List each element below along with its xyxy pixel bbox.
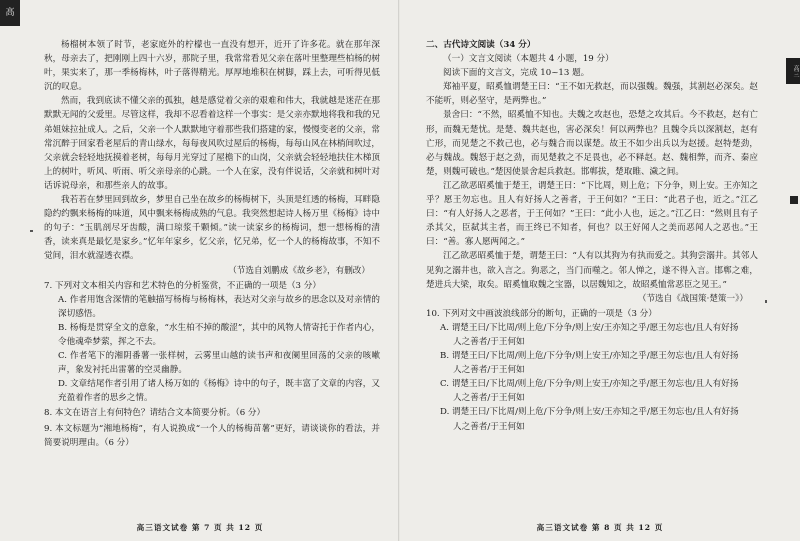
classical-paragraph-1: 郑袖平夏，昭奚恤谓楚王曰：“王不如无救赵，而以强魏。魏强，其割赵必深矣。赵不能听，则必坚守，是两弊也。”	[426, 82, 758, 107]
passage-paragraph-3: 我若若在梦里回到故乡，梦里自己坐在故乡的杨梅树下，头顶是红透的杨梅，耳畔隐隐约约飘来杨梅的味道，风中飘来杨梅成熟的气息。我突然想起诗人杨万里《杨梅》诗中的句子：“玉肌剖尽牙齿酸，满口琼浆千颗倾。”读一读家乡的杨梅词，想一想杨梅的清香，读来真是最忆是家乡。”忆年年家乡，忆父亲，忆兄弟，忆一个人的杨梅故事，不知不觉间，泪水就湿透衣襟。	[44, 195, 380, 262]
classical-paragraph-3: 江乙欲恶昭奚恤于楚王，谓楚王曰：“下比周，则上危；下分争，则上安。王亦知之乎？愿王勿忘也。且人有好扬人之善者，于王何如？”王曰：“此君子也，近之。”江乙曰：“有人好扬人之恶者，于王何如？”王曰：“此小人也，远之。”江乙曰：“然则且有子杀其父，臣弑其主者，而王终已不知者，何也？以王好闻人之美而恶闻人之恶也。”王曰：“善。寡人愿两闻之。”	[426, 180, 758, 248]
edge-mark	[790, 196, 798, 204]
question-10-stem: 10. 下列对文中画波浪线部分的断句，正确的一项是（3 分）	[426, 308, 657, 319]
passage-paragraph-1: 杨榴树本领了时节，老家庭外的柠檬也一直没有想开，近开了许多花。就在那年深秋，母亲去了，把刚刚上四十六岁，那院子里，我常常看见父亲在落叶里整理些柏杨的树叶，果实来了，那一季杨梅林，叶子落得精光。厚厚地堆积在树脚，踩上去，可听得见低沉的叹息。	[44, 40, 380, 93]
question-10-option-a: A. 谓楚王曰/下比周/则上危/下分争/则上安/王亦知之乎/愿王勿忘也/且人有好扬	[440, 322, 739, 333]
scan-speck	[765, 300, 767, 303]
question-10-option-d: D. 谓楚王曰/下比周/则上危/下分争/则上安/王亦知之乎/愿王勿忘也/且人有好扬	[440, 407, 739, 418]
question-7-option-b: B. 杨梅是贯穿全文的意象，“水生柏不掉的酸涩”，其中的风物人情寄托于作者内心，令他魂牵梦萦，挥之不去。	[58, 322, 380, 347]
passage-paragraph-2: 然而，我到底读不懂父亲的孤独，越是感觉着父亲的艰难和伟大，我就越是迷茫在那默默无闻的父爱里。尽管这样，我却不忍看着这样一个事实：是父亲亦默地将我和我的兄弟姐妹拉扯成人。之后，父亲一个人默默地守着那些我们搭建的家，慢慢变老的父亲，常常沉醉于回家看老屋后的青山绿水，每每夜风吹过屋后的杨梅，每每山风在林梢间吹过，父亲就会轻轻地抚摸着老树，每每月光穿过了屋檐下的山岗，父亲就会轻轻地扶住木梯顶上的树叶，听风、听雨、听父亲母亲的心跳。一个人在家，没有伴说话，父亲就和树叶对话诉说母亲，和那些亲人的故事。	[44, 96, 380, 191]
question-10-option-b-cont: 人之善者/于王何如	[453, 365, 525, 376]
question-10-option-c-cont: 人之善者/于王何如	[453, 393, 525, 404]
question-10-option-b: B. 谓楚王曰/下比周/则上危/下分争/则上安王/亦知之乎/愿王勿忘也/且人有好扬	[440, 351, 739, 362]
right-page	[400, 0, 800, 541]
reading-passage	[44, 38, 380, 450]
scan-speck	[30, 230, 33, 232]
classical-source: （节选自《战国策·楚策一》）	[637, 293, 748, 304]
question-7-stem: 7. 下列对文本相关内容和艺术特色的分析鉴赏，不正确的一项是（3 分）	[44, 280, 321, 291]
classical-reading	[426, 38, 758, 434]
corner-marker: 高	[0, 0, 20, 26]
left-page-footer: 高三语文试卷 第 7 页 共 12 页	[136, 523, 264, 532]
question-10-option-d-cont: 人之善者/于王何如	[453, 421, 525, 432]
question-7-option-a: A. 作者用饱含深情的笔触描写杨梅与杨梅林，表达对父亲与故乡的思念以及对亲情的深切感悟。	[58, 294, 380, 319]
classical-paragraph-2: 景舍曰：“不然，昭奚恤不知也。夫魏之攻赵也，恐楚之攻其后。今不救赵，赵有亡形，而魏无楚忧。是楚、魏共赵也，害必深矣！何以两弊也？且魏令兵以深割赵，赵有亡形，而见楚之不救己也，必与魏合而以谋楚。故王不如少出兵以为赵援。赵特楚劲，必与魏战。魏怒于赵之劲，而见楚救之不足畏也，必不释赵。赵、魏相弊，而齐、秦应楚，则魏可破也。”楚因使景舍起兵救赵。邯郸拔，楚取睢、濊之间。	[426, 110, 758, 177]
passage-source: （节选自刘鹏成《故乡老》，有删改）	[228, 265, 370, 276]
question-10-option-c: C. 谓楚王曰/下比周/则上危/下分争/则上安王/亦知之乎/愿王勿忘也/且人有好扬	[440, 379, 739, 390]
question-9: 9. 本文标题为“湘地杨梅”，有人说换成“一个人的杨梅苗薯”更好，请谈谈你的看法，并简要说明理由。（6 分）	[44, 423, 380, 448]
question-7-option-d: D. 文章结尾作者引用了诸人杨万如的《杨梅》诗中的句子，既丰富了文章的内容，又充盈着作者的思乡之情。	[58, 379, 380, 404]
reading-instruction: 阅读下面的文言文，完成 10~13 题。	[443, 68, 590, 79]
right-page-footer: 高三语文试卷 第 8 页 共 12 页	[536, 523, 664, 532]
classical-paragraph-4: 江乙欲恶昭奚恤于楚，谓楚王曰：“人有以其狗为有执而爱之。其狗尝溺井。其邻人见狗之溺井也，欲入言之。狗恶之，当门而噬之。邻人惮之，遂不得入言。邯郸之难，楚进兵大梁，取矣。昭奚恤取魏之宝器，以居魏知之，故昭奚恤常恶臣之见王。”	[426, 251, 758, 290]
section-heading: 二、古代诗文阅读（34 分）	[426, 40, 536, 50]
side-tab: 高三	[786, 58, 800, 84]
question-10-option-a-cont: 人之善者/于王何如	[453, 336, 525, 347]
question-8: 8. 本文在语言上有何特色？请结合文本简要分析。（6 分）	[44, 408, 266, 419]
question-7-option-c: C. 作者笔下的湘阴番薯一张样树，云雾里山越的读书声和夜阑里回荡的父亲的咳嗽声，象发衬托出雷薯的空灵幽静。	[58, 351, 380, 376]
subsection-heading: （一）文言文阅读（本题共 4 小题，19 分）	[443, 54, 614, 65]
